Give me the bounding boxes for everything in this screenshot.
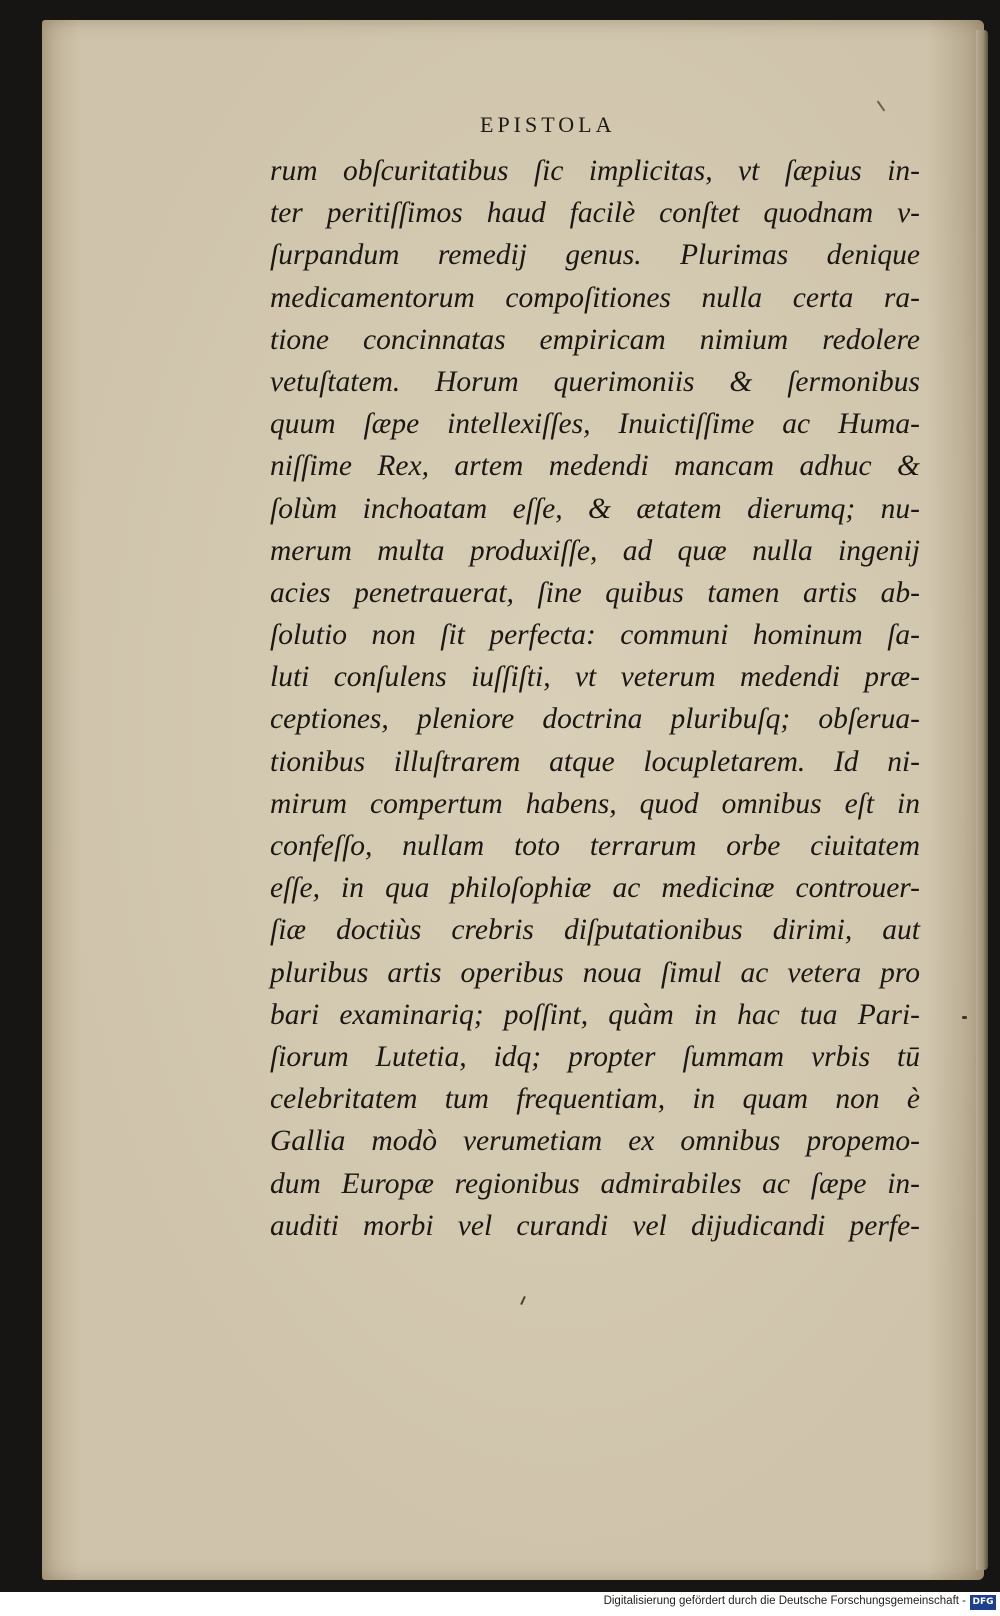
text-line: merum multa produxiſſe, ad quæ nulla ingenij	[270, 534, 920, 567]
text-line: ter peritiſſimos haud facilè conſtet quodnam v-	[270, 197, 920, 230]
text-line: rum obſcuritatibus ſic implicitas, vt ſæpius in-	[270, 155, 920, 187]
text-line: ſolùm inchoatam eſſe, & ætatem dierumq; nu-	[270, 492, 920, 525]
text-line: ceptiones, pleniore doctrina pluribuſq; obſerua-	[270, 703, 920, 736]
text-line: confeſſo, nullam toto terrarum orbe ciuitatem	[270, 830, 920, 862]
margin-mark	[962, 1016, 967, 1019]
text-line: bari examinariq; poſſint, quàm in hac tua Pari-	[270, 998, 920, 1031]
text-block	[270, 150, 920, 1247]
text-line: dum Europæ regionibus admirabiles ac ſæpe in-	[270, 1167, 920, 1200]
text-line: mirum compertum habens, quod omnibus eſt in	[270, 787, 920, 820]
text-line: tione concinnatas empiricam nimium redolere	[270, 323, 920, 356]
footer-credit: Digitalisierung gefördert durch die Deutsche Forschungsgemeinschaft -	[603, 1595, 966, 1607]
text-line: ſiorum Lutetia, idq; propter ſummam vrbis tū	[270, 1040, 920, 1073]
text-line: pluribus artis operibus noua ſimul ac vetera pro	[270, 956, 920, 989]
text-line: auditi morbi vel curandi vel dijudicandi perfe-	[270, 1209, 920, 1242]
text-line: ſiæ doctiùs crebris diſputationibus dirimi, aut	[270, 914, 920, 947]
text-line: niſſime Rex, artem medendi mancam adhuc &	[270, 450, 920, 483]
dfg-logo: DFG	[970, 1595, 996, 1610]
running-head: EPISTOLA	[480, 112, 616, 137]
text-line: tionibus illuſtrarem atque locupletarem. Id ni-	[270, 745, 920, 778]
footer-bar	[0, 1592, 1000, 1616]
text-line: medicamentorum compoſitiones nulla certa ra-	[270, 281, 920, 314]
text-line: quum ſæpe intellexiſſes, Inuictiſſime ac Huma-	[270, 408, 920, 441]
text-line: Gallia modò verumetiam ex omnibus propemo-	[270, 1125, 920, 1158]
text-line: acies penetrauerat, ſine quibus tamen artis ab-	[270, 576, 920, 609]
text-line: vetuſtatem. Horum querimoniis & ſermonibus	[270, 365, 920, 398]
text-line: ſolutio non ſit perfecta: communi hominum ſa-	[270, 619, 920, 652]
text-line: ſurpandum remedij genus. Plurimas denique	[270, 239, 920, 272]
text-line: eſſe, in qua philoſophiæ ac medicinæ controuer-	[270, 872, 920, 905]
page-edge	[976, 30, 988, 1570]
text-line: luti conſulens iuſſiſti, vt veterum medendi præ-	[270, 661, 920, 694]
text-line: celebritatem tum frequentiam, in quam non è	[270, 1083, 920, 1116]
